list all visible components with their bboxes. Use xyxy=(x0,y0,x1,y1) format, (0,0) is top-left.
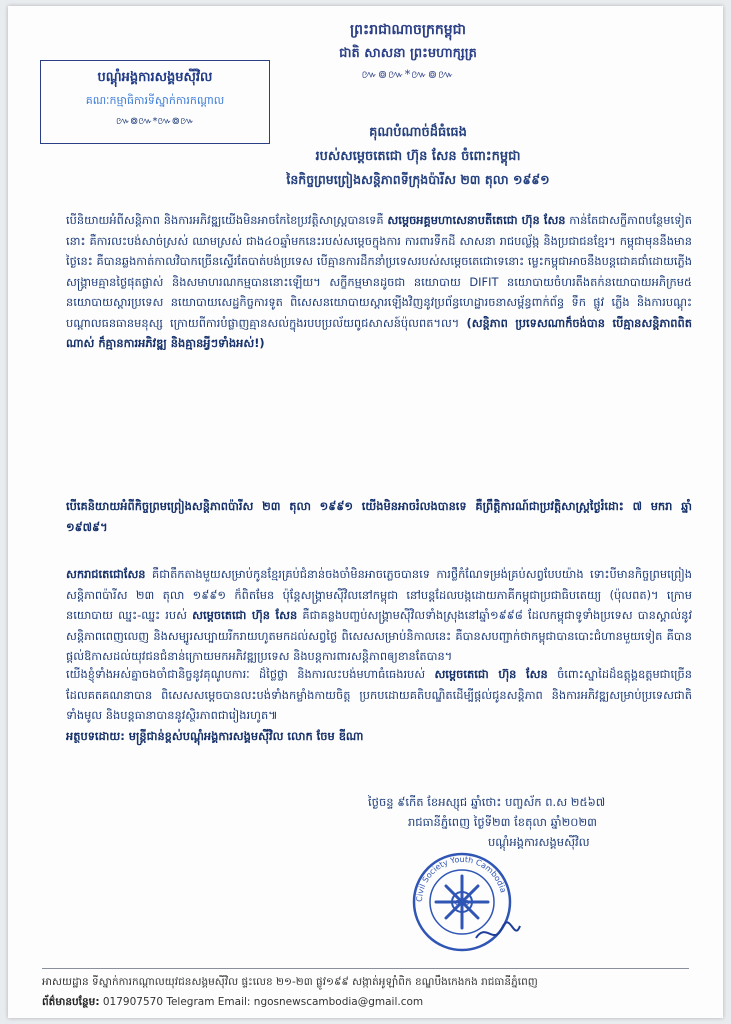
footer-contact xyxy=(42,992,692,1012)
footer xyxy=(42,972,692,1012)
signature-icon xyxy=(476,922,520,938)
p2-text: បើគេនិយាយអំពីកិច្ចព្រមព្រៀងសន្តិភាពប៉ារីស ២៣ តុលា ១៩៩១ យើងមិនអាចរំលងបានទេ គឺព្រឹត្តិការណ៍ជាប្រវត្តិសាស្ត្រថ្ងៃរំដោះ ៧ មករា ឆ្នាំ ១៩៧៩។ xyxy=(66,499,692,534)
author-line: អត្ថបទដោយ: មន្ត្រីជាន់ខ្ពស់បណ្ដុំអង្គការសង្គមស៊ីវិល លោក ចែម ឌីណា xyxy=(66,728,364,743)
organization-name: បណ្ដុំអង្គការសង្គមស៊ីវិល xyxy=(97,70,213,85)
title-line-3: នៃកិច្ចព្រមព្រៀងសន្តិភាពទីក្រុងប៉ារីស ២៣ តុលា ១៩៩១ xyxy=(286,172,550,187)
document-title xyxy=(238,124,598,191)
p3-lead: សករាជតេជោសែន xyxy=(66,567,146,581)
p3-body: គឺជាតឹកតាងមួយសម្រាប់កូនខ្មែរគ្រប់ជំនាន់ចងចាំមិនអាចភ្លេចបានទេ ការថ្លឹកំណែទម្រង់គ្រប់សព្វបែបយ៉ាង ទោះបីមានកិច្ចព្រមព្រៀងសន្តិភាពប៉ារីស ២៣ តុលា ១៩៩១ ក៏ពិតមែន ប៉ុន្តែសង្គ្រាមស៊ីវិលនៅកម្ពុជា នៅបន្តដែលបង្កដោយភាគីកម្ពុជាប្រជាធិបតេយ្យ (ប៉ុលពត)។ ក្រោមនយោបាយ ឈ្នះ-ឈ្នះ របស់ xyxy=(66,567,692,622)
solar-date: រាជធានីភ្នំពេញ ថ្ងៃទី២៣ ខែតុលា ឆ្នាំ២០២៣ xyxy=(408,815,597,829)
p1-intro: បើនិយាយអំពីសន្តិភាព និងការអភិវឌ្ឍយើងមិនអាចកែខៃប្រវត្តិសាស្ត្របានទេគឺ xyxy=(66,213,384,227)
lunar-date: ថ្ងៃចន្ទ ៩កើត ខែអស្សុជ ឆ្នាំថោះ បញ្ចស័ក ព.ស ២៥៦៧ xyxy=(368,795,606,809)
kingdom-header xyxy=(308,20,508,84)
paragraph-2 xyxy=(66,496,692,537)
committee-name: គណៈកម្មាធិការទីស្នាក់ការកណ្ដាល xyxy=(85,94,225,107)
organization-box xyxy=(40,60,270,144)
footer-address: អាសយដ្ឋាន ទីស្នាក់ការកណ្ដាលយុវជនសង្គមស៊ីវិល ផ្ទះលេខ ២១-២៣ ផ្លូវ១៩៩ សង្កាត់អូឡាំពិក ខណ្ឌបឹងកេងកង រាជធានីភ្នំពេញ xyxy=(42,976,538,988)
kingdom-title: ព្រះរាជាណាចក្រកម្ពុជា xyxy=(349,22,466,38)
seal-ring-text: Civil Society Youth Cambodia xyxy=(414,854,508,903)
footer-info-label: ព័ត៌មានបន្ថែម: xyxy=(42,996,100,1008)
p4-name: សម្ដេចតេជោ ហ៊ុន សែន xyxy=(434,667,548,681)
document-page xyxy=(8,6,723,1018)
organization-seal-icon xyxy=(406,842,526,962)
footer-email: Email: ngosnewscambodia@gmail.com xyxy=(217,996,424,1008)
paragraph-1 xyxy=(66,210,692,354)
signer-org: បណ្ដុំអង្គការសង្គមស៊ីវិល xyxy=(488,835,590,849)
title-line-2: របស់សម្ដេចតេជោ ហ៊ុន សែន ចំពោះកម្ពុជា xyxy=(315,149,521,164)
p4-intro: យើងខ្ញុំទាំងអស់គ្នាចងចាំជានិច្ចនូវគុណូបការៈ ដ៏ថ្លៃថ្លា និងការលះបង់មហាធំធេងរបស់ xyxy=(66,667,426,681)
p4-body: ចំពោះស្នាដៃដ៏ឧត្ដុង្គឧត្ដមជាច្រើនដែលគតគណនាបាន ពិសេសសម្ដេចបានលះបង់ទាំងកម្លាំងកាយចិត្ត ប្រកបដោយគតិបណ្ឌិតដើម្បីផ្ដល់ជូនសន្តិភាព និងការអភិវឌ្ឍសម្រាប់ប្រទេសជាតិទាំងមូល និងបន្តធានាបាននូវស្ថិរភាពជារៀងរហូត៕ xyxy=(66,667,692,722)
footer-divider xyxy=(42,968,689,969)
org-ornament: ៚៙៚*៚៙៚ xyxy=(115,116,195,127)
header-ornament: ៚៙៚*៚៙៚ xyxy=(361,68,455,81)
title-line-1: គុណបំណាច់ដ៏ធំធេង xyxy=(369,125,467,140)
footer-phone: 017907570 Telegram xyxy=(102,996,215,1008)
p1-conclusion: (សន្តិភាព ប្រទេសណាក៏ចង់បាន បើគ្មានសន្តិភាពពិតណាស់ ក៏គ្មានការអភិវឌ្ឍ និងគ្មានអ្វីៗទាំងអស់!) xyxy=(66,315,693,350)
p1-body: កាន់តែជាសក្ខីភាពបន្ថែមទៀតនោះ គឺការលះបង់សាច់ស្រស់ ឈាមស្រស់ ជាង៤០ឆ្នាំមកនេះរបស់សម្ដេចក្នុងការ ការពារទឹកដី សាសនា រាជបល្ល័ង្ក និងប្រជាជនខ្មែរ។ កម្ពុជាមុននឹងមានថ្ងៃនេះ គឺបានឆ្លងកាត់កាលវិបាកច្រើនស្ទើរតែបាត់បង់ប្រទេស បើគ្មានការដឹកនាំប្រទេសរបស់សម្ដេចតេជោទេនោះ ម្លេះកម្ពុជាអាចនឹងបន្តជោគជាំដោយភ្លើងសង្គ្រាមគ្មានថ្ងៃផុតផ្លាស់ និងសមាហរណកម្មបាននោះឡើយ។ សក្ខីកម្មមានដូចជា នយោបាយ DIFIT នយោបាយចំហរតឹងតក់នយោបាយអភិក្រម៥ នយោបាយស្ដារប្រទេស នយោបាយសេដ្ឋកិច្ចការទូត ពិសេសនយោបាយស្ដារឡើងវិញនូវប្រព័ន្ធហេដ្ឋារចនាសម្ព័ន្ធពាក់ព័ន្ធ ទឹក ផ្លូវ ភ្លើង និងការបណ្ដុះបណ្ដាលធនធានមនុស្ស ក្រោយពីការបំផ្លាញគ្មានសល់ក្នុងរបបប្រល័យពូជសាសន៍ប៉ុលពត។ល។ xyxy=(66,213,692,330)
p3-name: សម្ដេចតេជោ ហ៊ុន សែន xyxy=(192,608,298,622)
p3-body-2: គឺជាគន្លងបញ្ចប់សង្គ្រាមស៊ីវិលទាំងស្រុងនៅឆ្នាំ១៩៩៨ ដែលកម្ពុជាទូទាំងប្រទេស បានស្គាល់នូវសន្តិភាពពេញលេញ និងសម្បូរសប្បាយរីករាយហូតមកដល់សព្វថ្ងៃ ពិសេសសម្រាប់និកាលនេះ គឺបានសបញ្ជាក់ថាកម្ពុជាបានបោះជំហានមួយទៀត គឺបានផ្ដល់ឱកាសដល់យុវជនជំនាន់ក្រោយមកអភិវឌ្ឍប្រទេស និងបន្តការពារសន្តិភាពឲ្យខានតែបាន។ xyxy=(66,608,692,663)
national-motto: ជាតិ សាសនា ព្រះមហាក្សត្រ xyxy=(339,46,477,61)
paragraph-4 xyxy=(66,664,692,746)
p1-name: សម្ដេចអគ្គមហាសេនាបតីតេជោ ហ៊ុន សែន xyxy=(387,213,566,227)
seal-center-text: CSO xyxy=(454,899,470,907)
paragraph-3 xyxy=(66,564,692,667)
